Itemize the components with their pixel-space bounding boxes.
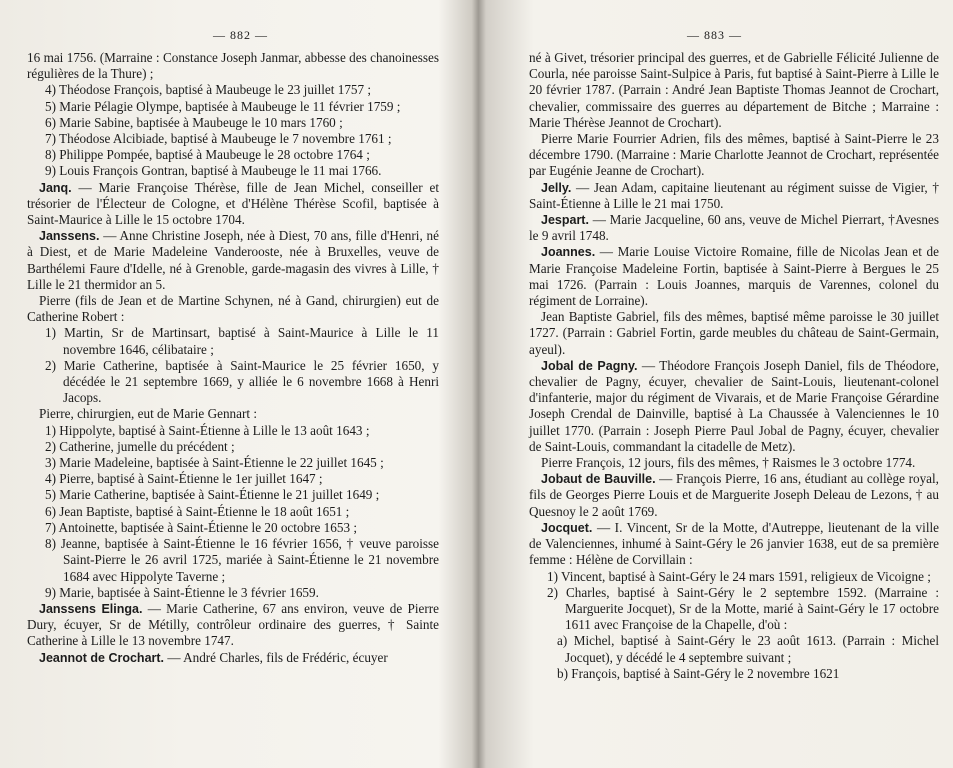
paragraph-text: a) Michel, baptisé à Saint-Géry le 23 août 1613. (Parrain : Michel Jocquet), y décédé le 4 septembre suivant ;: [557, 633, 939, 665]
paragraph: [529, 180, 939, 212]
paragraph-text: b) François, baptisé à Saint-Géry le 2 novembre 1621: [557, 665, 840, 681]
entry-heading: Jespart.: [541, 213, 589, 228]
paragraph-text: — Marie Françoise Thérèse, fille de Jean Michel, conseiller et trésorier de l'Électeur de Cologne, et d'Hélène Thérèse Scofil, baptisée à Saint-Maurice à Lille le 15 octobre 1704.: [27, 179, 439, 228]
paragraph-text: — Marie Catherine, 67 ans environ, veuve de Pierre Dury, écuyer, Sr de Métilly, contrôleur ordinaire des guerres, † Sainte Catherine à Lille le 13 novembre 1747.: [27, 600, 439, 649]
paragraph-text: Pierre François, 12 jours, fils des mêmes, † Raismes le 3 octobre 1774.: [541, 455, 916, 471]
paragraph: [27, 131, 439, 147]
paragraph-text: — André Charles, fils de Frédéric, écuyer: [164, 649, 388, 665]
paragraph-text: né à Givet, trésorier principal des guerres, et de Gabrielle Félicité Julienne de Courla, née paroisse Saint-Sulpice à Paris, fut baptisé à Saint-Pierre à Lille le 20 février 1787. (Parrain : André Jean Baptiste Thomas Jeannot de Crochart, chevalier, commissaire des guerres au département de Bitche ; Marraine : Marie Thérèse Jeannot de Crochart).: [529, 50, 939, 130]
page-number: — 882 —: [213, 28, 268, 42]
paragraph: [27, 455, 439, 471]
paragraph: [27, 99, 439, 115]
paragraph-text: 8) Jeanne, baptisée à Saint-Étienne le 16 février 1656, † veuve paroisse Saint-Pierre le 26 avril 1725, mariée à Saint-Étienne le 21 novembre 1684 avec Hippolyte Taverne ;: [45, 536, 439, 584]
entry-heading: Janssens.: [39, 229, 100, 244]
paragraph-text: 5) Marie Catherine, baptisée à Saint-Étienne le 21 juillet 1649 ;: [45, 487, 380, 503]
paragraph: [529, 666, 939, 682]
paragraph: [529, 244, 939, 309]
paragraph-text: 6) Marie Sabine, baptisée à Maubeuge le 10 mars 1760 ;: [45, 114, 343, 130]
paragraph-text: 7) Antoinette, baptisée à Saint-Étienne le 20 octobre 1653 ;: [45, 519, 358, 535]
paragraph: [27, 115, 439, 131]
paragraph-text: 9) Louis François Gontran, baptisé à Maubeuge le 11 mai 1766.: [45, 163, 382, 179]
paragraph-text: 3) Marie Madeleine, baptisée à Saint-Étienne le 22 juillet 1645 ;: [45, 455, 384, 471]
paragraph: [529, 585, 939, 634]
paragraph-text: 16 mai 1756. (Marraine : Constance Joseph Janmar, abbesse des chanoinesses régulières de la Thure) ;: [27, 50, 439, 82]
paragraph-text: 2) Marie Catherine, baptisée à Saint-Maurice le 25 février 1650, y décédée le 21 septembre 1669, y alliée le 6 novembre 1668 à Henri Jacops.: [45, 357, 439, 406]
paragraph: [27, 293, 439, 325]
paragraph-text: 4) Pierre, baptisé à Saint-Étienne le 1er juillet 1647 ;: [45, 471, 323, 487]
paragraph-text: — Marie Louise Victoire Romaine, fille de Nicolas Jean et de Marie Françoise Madeleine Fortin, baptisée à Saint-Pierre à Bergues le 25 mai 1726. (Parrain : Louis Joannes, marquis de Varennes, colonel du régiment de Lorraine).: [529, 244, 939, 309]
paragraph: [529, 50, 939, 131]
paragraph: [27, 163, 439, 179]
paragraph: [27, 358, 439, 407]
paragraph: [27, 650, 439, 666]
paragraph: [27, 228, 439, 293]
paragraph: [529, 569, 939, 585]
entry-heading: Jocquet.: [541, 520, 593, 535]
right-page: [485, 0, 953, 768]
paragraph-text: Pierre (fils de Jean et de Martine Schynen, né à Gand, chirurgien) eut de Catherine Robert :: [27, 293, 439, 325]
paragraph: [529, 358, 939, 455]
page-text: [529, 50, 939, 682]
paragraph: [27, 147, 439, 163]
paragraph-text: — Anne Christine Joseph, née à Diest, 70 ans, fille d'Henri, né à Diest, et de Marie Madeleine Vanderooste, née à Bruxelles, veuve de Barthélemi Faure d'Idelle, né à Grenoble, garde-magasin des vivres à Lille, † Lille le 21 thermidor an 5.: [27, 228, 439, 292]
paragraph: [529, 455, 939, 471]
paragraph: [529, 212, 939, 244]
paragraph-text: 2) Charles, baptisé à Saint-Géry le 2 septembre 1592. (Marraine : Marguerite Jocquet), Sr de la Motte, marié à Saint-Géry le 17 octobre 1611 avec Françoise de la Chapelle, d'où :: [547, 584, 939, 633]
entry-heading: Jobal de Pagny.: [541, 358, 638, 373]
left-page: [0, 0, 470, 768]
paragraph: [529, 471, 939, 520]
paragraph-text: — Théodore François Joseph Daniel, fils de Théodore, chevalier de Pagny, écuyer, chevalier de Saint-Louis, lieutenant-colonel d'infanterie, major du régiment de Vivarais, et de Marie Françoise Gérardine Joseph Crendal de Dainville, baptisé à La Chaussée à Valenciennes le 10 juillet 1770. (Parrain : Joseph Pierre Paul Jobal de Pagny, écuyer, chevalier de Saint-Louis, commandant la citadelle de Metz).: [529, 357, 939, 454]
paragraph: [27, 325, 439, 357]
entry-heading: Janssens Elinga.: [39, 601, 143, 616]
paragraph-text: 1) Hippolyte, baptisé à Saint-Étienne à Lille le 13 août 1643 ;: [45, 422, 370, 438]
paragraph-text: 7) Théodose Alcibiade, baptisé à Maubeuge le 7 novembre 1761 ;: [45, 131, 392, 147]
paragraph: [27, 82, 439, 98]
paragraph: [27, 406, 439, 422]
paragraph: [529, 309, 939, 358]
paragraph-text: 9) Marie, baptisée à Saint-Étienne le 3 février 1659.: [45, 584, 319, 600]
entry-heading: Jobaut de Bauville.: [541, 472, 656, 487]
paragraph: [27, 487, 439, 503]
paragraph: [27, 50, 439, 82]
paragraph: [27, 601, 439, 650]
paragraph: [529, 520, 939, 569]
paragraph: [27, 520, 439, 536]
paragraph-text: 8) Philippe Pompée, baptisé à Maubeuge le 28 octobre 1764 ;: [45, 147, 370, 163]
paragraph: [27, 585, 439, 601]
entry-heading: Joannes.: [541, 245, 596, 260]
paragraph: [27, 504, 439, 520]
paragraph: [27, 423, 439, 439]
paragraph-text: — I. Vincent, Sr de la Motte, d'Autreppe, lieutenant de la ville de Valenciennes, inhumé à Saint-Géry le 26 janvier 1638, eut de sa première femme : Hélène de Corvillain :: [529, 519, 939, 568]
paragraph: [27, 471, 439, 487]
entry-heading: Jelly.: [541, 180, 572, 195]
paragraph-text: 1) Vincent, baptisé à Saint-Géry le 24 mars 1591, religieux de Vicoigne ;: [547, 568, 931, 584]
page-text: [27, 50, 439, 666]
paragraph: [529, 131, 939, 180]
paragraph: [27, 180, 439, 229]
paragraph: [27, 439, 439, 455]
paragraph-text: 6) Jean Baptiste, baptisé à Saint-Étienne le 18 août 1651 ;: [45, 503, 350, 519]
paragraph-text: 2) Catherine, jumelle du précédent ;: [45, 438, 235, 454]
paragraph-text: Pierre, chirurgien, eut de Marie Gennart :: [39, 406, 257, 422]
paragraph: [27, 536, 439, 585]
paragraph-text: Jean Baptiste Gabriel, fils des mêmes, baptisé même paroisse le 30 juillet 1727. (Parrain : Gabriel Fortin, garde meubles du château de Saint-Germain, ayeul).: [529, 309, 939, 357]
paragraph-text: 4) Théodose François, baptisé à Maubeuge le 23 juillet 1757 ;: [45, 82, 372, 98]
paragraph-text: 1) Martin, Sr de Martinsart, baptisé à Saint-Maurice à Lille le 11 novembre 1646, célibataire ;: [45, 325, 439, 357]
paragraph: [529, 633, 939, 665]
paragraph-text: — Jean Adam, capitaine lieutenant au régiment suisse de Vigier, † Saint-Étienne à Lille le 21 mai 1750.: [529, 179, 939, 211]
paragraph-text: — François Pierre, 16 ans, étudiant au collège royal, fils de Georges Pierre Louis et de Marguerite Joseph Deleau de Lezons, † au Quesnoy le 2 août 1769.: [529, 471, 939, 519]
paragraph-text: — Marie Jacqueline, 60 ans, veuve de Michel Pierrart, †Avesnes le 9 avril 1748.: [529, 212, 939, 244]
entry-heading: Jeannot de Crochart.: [39, 650, 165, 665]
paragraph-text: 5) Marie Pélagie Olympe, baptisée à Maubeuge le 11 février 1759 ;: [45, 98, 401, 114]
entry-heading: Janq.: [39, 180, 72, 195]
page-number: — 883 —: [687, 28, 742, 42]
paragraph-text: Pierre Marie Fourrier Adrien, fils des mêmes, baptisé à Saint-Pierre le 23 décembre 1790. (Marraine : Marie Charlotte Jeannot de Crochart, représentée par Eugénie Jeanne de Crochart).: [529, 131, 939, 179]
